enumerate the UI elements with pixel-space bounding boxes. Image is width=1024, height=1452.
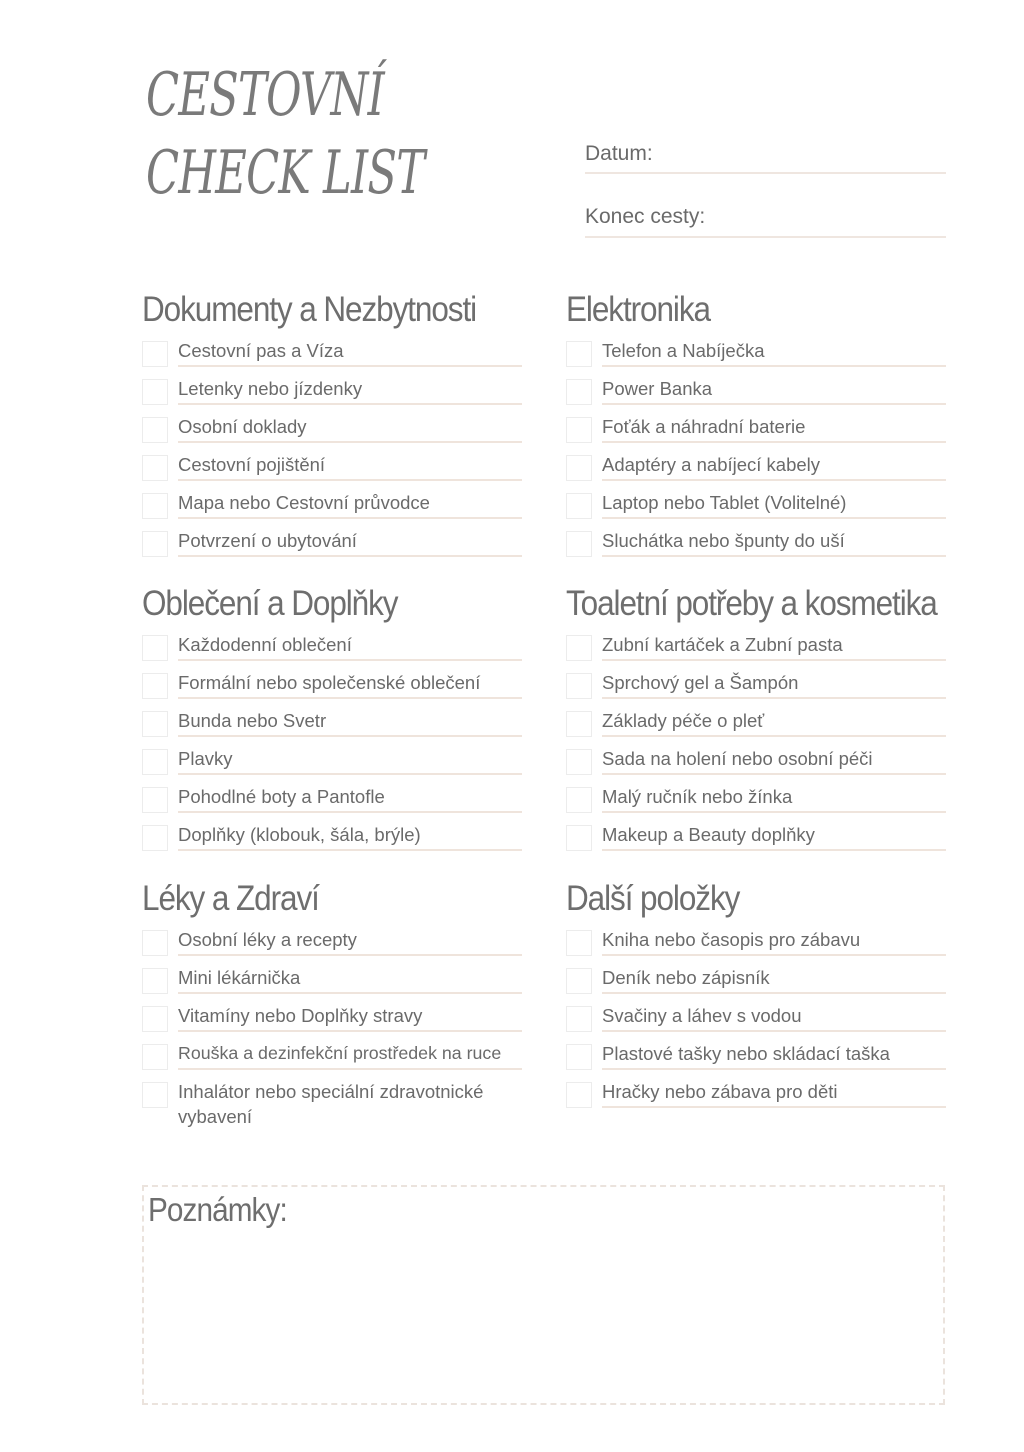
- item-label: Mini lékárnička: [178, 965, 522, 994]
- checklist-item[interactable]: [566, 528, 946, 566]
- item-label: Deník nebo zápisník: [602, 965, 946, 994]
- checklist-item[interactable]: [142, 784, 522, 822]
- checklist-item[interactable]: [142, 1003, 522, 1041]
- checklist-item[interactable]: [142, 1041, 522, 1079]
- checkbox[interactable]: [566, 787, 592, 813]
- checkbox[interactable]: [566, 711, 592, 737]
- checklist-item[interactable]: [566, 1003, 946, 1041]
- section-title: Dokumenty a Nezbytnosti: [142, 290, 477, 329]
- item-label: Hračky nebo zábava pro děti: [602, 1079, 946, 1108]
- checklist-item[interactable]: [142, 632, 522, 670]
- section-clothing: [142, 584, 522, 860]
- checkbox[interactable]: [566, 1044, 592, 1070]
- checkbox[interactable]: [566, 635, 592, 661]
- section-health: [142, 879, 522, 1139]
- checkbox[interactable]: [142, 417, 168, 443]
- checkbox[interactable]: [142, 1006, 168, 1032]
- item-label: Formální nebo společenské oblečení: [178, 670, 522, 699]
- checkbox[interactable]: [142, 673, 168, 699]
- checkbox[interactable]: [566, 341, 592, 367]
- checklist-item[interactable]: [142, 746, 522, 784]
- item-label: Sada na holení nebo osobní péči: [602, 746, 946, 775]
- item-label: Power Banka: [602, 376, 946, 405]
- date-field[interactable]: [585, 142, 946, 174]
- checklist-item[interactable]: [142, 670, 522, 708]
- checklist-item[interactable]: [142, 822, 522, 860]
- checkbox[interactable]: [566, 749, 592, 775]
- checkbox[interactable]: [566, 673, 592, 699]
- checklist-item[interactable]: [566, 1079, 946, 1117]
- item-label: Laptop nebo Tablet (Volitelné): [602, 490, 946, 519]
- section-electronics: [566, 290, 946, 566]
- checklist-item[interactable]: [566, 452, 946, 490]
- checklist: [566, 927, 946, 1117]
- item-label: Cestovní pojištění: [178, 452, 522, 481]
- checkbox[interactable]: [566, 531, 592, 557]
- item-label: Plastové tašky nebo skládací taška: [602, 1041, 946, 1070]
- date-label: Datum:: [585, 142, 653, 165]
- item-label: Letenky nebo jízdenky: [178, 376, 522, 405]
- checklist-item[interactable]: [566, 784, 946, 822]
- checkbox[interactable]: [142, 1082, 168, 1108]
- checkbox[interactable]: [566, 417, 592, 443]
- page-title: [146, 56, 425, 212]
- checklist-item[interactable]: [142, 1079, 522, 1139]
- checklist-item[interactable]: [142, 376, 522, 414]
- item-label: Vitamíny nebo Doplňky stravy: [178, 1003, 522, 1032]
- checkbox[interactable]: [142, 635, 168, 661]
- checklist-item[interactable]: [142, 338, 522, 376]
- checklist-item[interactable]: [566, 632, 946, 670]
- item-label: Základy péče o pleť: [602, 708, 946, 737]
- end-of-trip-label: Konec cesty:: [585, 205, 706, 228]
- checklist-item[interactable]: [566, 670, 946, 708]
- checkbox[interactable]: [566, 1082, 592, 1108]
- section-title: Oblečení a Doplňky: [142, 584, 398, 623]
- checkbox[interactable]: [566, 493, 592, 519]
- item-label: Malý ručník nebo žínka: [602, 784, 946, 813]
- checklist-item[interactable]: [566, 376, 946, 414]
- checklist-item[interactable]: [566, 965, 946, 1003]
- item-label: Každodenní oblečení: [178, 632, 522, 661]
- checklist: [566, 632, 946, 860]
- checklist: [142, 927, 522, 1139]
- item-label: Osobní doklady: [178, 414, 522, 443]
- checklist-item[interactable]: [566, 490, 946, 528]
- item-label: Bunda nebo Svetr: [178, 708, 522, 737]
- item-label: Telefon a Nabíječka: [602, 338, 946, 367]
- checkbox[interactable]: [142, 749, 168, 775]
- item-label: Mapa nebo Cestovní průvodce: [178, 490, 522, 519]
- item-label: Inhalátor nebo speciální zdravotnické vybavení: [178, 1081, 484, 1127]
- item-label: Cestovní pas a Víza: [178, 338, 522, 367]
- checklist-item[interactable]: [142, 708, 522, 746]
- item-label: Zubní kartáček a Zubní pasta: [602, 632, 946, 661]
- item-label: Rouška a dezinfekční prostředek na ruce: [178, 1041, 522, 1070]
- checkbox[interactable]: [142, 711, 168, 737]
- notes-box[interactable]: [142, 1185, 945, 1405]
- checklist-item[interactable]: [142, 414, 522, 452]
- checkbox[interactable]: [566, 1006, 592, 1032]
- checkbox[interactable]: [566, 379, 592, 405]
- checklist-item[interactable]: [566, 708, 946, 746]
- checkbox[interactable]: [142, 379, 168, 405]
- checklist-item[interactable]: [142, 927, 522, 965]
- end-of-trip-field[interactable]: [585, 205, 946, 238]
- notes-title: Poznámky:: [148, 1191, 287, 1228]
- checkbox[interactable]: [142, 493, 168, 519]
- checklist: [142, 338, 522, 566]
- checklist-item[interactable]: [566, 1041, 946, 1079]
- section-documents: [142, 290, 522, 566]
- checklist-item[interactable]: [142, 528, 522, 566]
- checklist-item[interactable]: [566, 338, 946, 376]
- checklist-item[interactable]: [142, 452, 522, 490]
- checkbox[interactable]: [142, 825, 168, 851]
- checkbox[interactable]: [142, 531, 168, 557]
- item-label: Sluchátka nebo špunty do uší: [602, 528, 946, 557]
- title-line-2: CHECK LIST: [146, 138, 425, 208]
- checkbox[interactable]: [142, 968, 168, 994]
- checklist-item[interactable]: [566, 414, 946, 452]
- title-line-1: CESTOVNÍ: [146, 60, 384, 130]
- item-label: Adaptéry a nabíjecí kabely: [602, 452, 946, 481]
- checklist: [142, 632, 522, 860]
- item-label: Makeup a Beauty doplňky: [602, 822, 946, 851]
- checkbox[interactable]: [142, 930, 168, 956]
- item-label: Plavky: [178, 746, 522, 775]
- checkbox[interactable]: [142, 1044, 168, 1070]
- checklist-item[interactable]: [566, 746, 946, 784]
- checklist-item[interactable]: [566, 927, 946, 965]
- section-title: Elektronika: [566, 290, 710, 329]
- section-title: Další položky: [566, 879, 740, 918]
- checklist-item[interactable]: [566, 822, 946, 860]
- section-other: [566, 879, 946, 1117]
- section-title: Toaletní potřeby a kosmetika: [566, 584, 937, 623]
- checkbox[interactable]: [142, 341, 168, 367]
- item-label: Potvrzení o ubytování: [178, 528, 522, 557]
- checklist: [566, 338, 946, 566]
- checklist-item[interactable]: [142, 965, 522, 1003]
- checkbox[interactable]: [566, 968, 592, 994]
- checkbox[interactable]: [142, 455, 168, 481]
- section-toiletries: [566, 584, 946, 860]
- checkbox[interactable]: [142, 787, 168, 813]
- checkbox[interactable]: [566, 930, 592, 956]
- checkbox[interactable]: [566, 825, 592, 851]
- item-label: Svačiny a láhev s vodou: [602, 1003, 946, 1032]
- checklist-item[interactable]: [142, 490, 522, 528]
- item-label: Doplňky (klobouk, šála, brýle): [178, 822, 522, 851]
- item-label: Kniha nebo časopis pro zábavu: [602, 927, 946, 956]
- item-label: Foťák a náhradní baterie: [602, 414, 946, 443]
- item-label: Pohodlné boty a Pantofle: [178, 784, 522, 813]
- item-label: Osobní léky a recepty: [178, 927, 522, 956]
- item-label: Sprchový gel a Šampón: [602, 670, 946, 699]
- checkbox[interactable]: [566, 455, 592, 481]
- section-title: Léky a Zdraví: [142, 879, 319, 918]
